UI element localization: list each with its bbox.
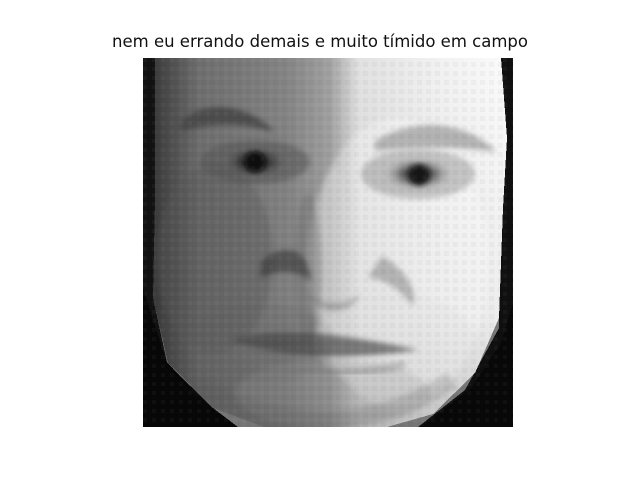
- grayscale-face-image: [143, 58, 513, 427]
- figure-title: nem eu errando demais e muito tímido em campo: [112, 32, 528, 51]
- face-image-panel: [143, 58, 513, 427]
